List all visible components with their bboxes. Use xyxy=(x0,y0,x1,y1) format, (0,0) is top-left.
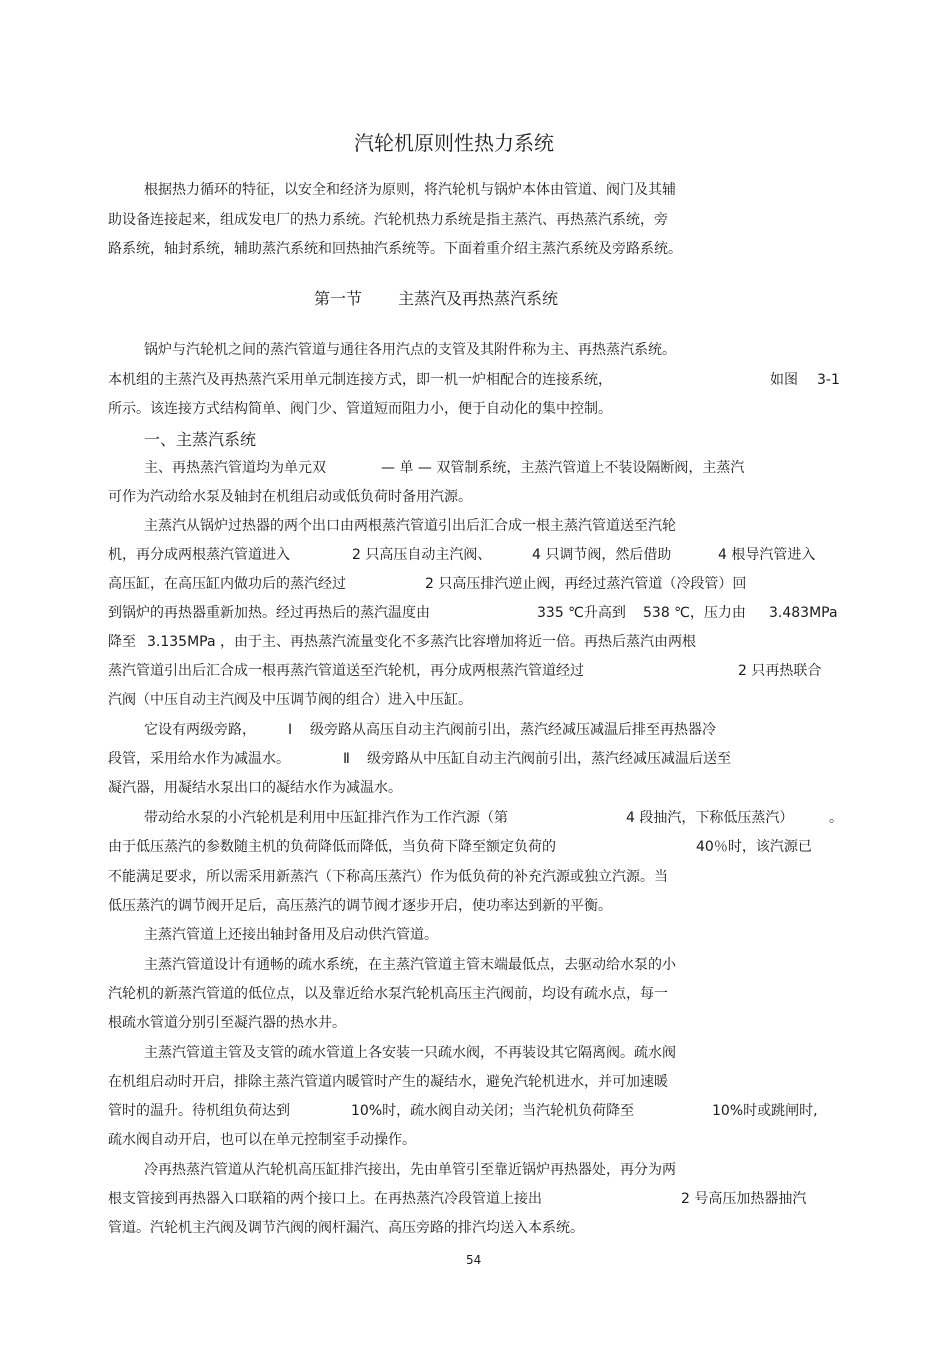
p2-line-3a: 高压缸，在高压缸内做功后的蒸汽经过 xyxy=(108,576,346,592)
subsection-heading: 一、主蒸汽系统 xyxy=(144,430,257,449)
p2-line-6a: 蒸汽管道引出后汇合成一根再蒸汽管道送至汽轮机，再分成两根蒸汽管道经过 xyxy=(108,663,584,679)
p2-line-4a: 到锅炉的再热器重新加热。经过再热后的蒸汽温度由 xyxy=(108,605,430,621)
intro-line-1: 根据热力循环的特征，以安全和经济为原则，将汽轮机与锅炉本体由管道、阀门及其辅 xyxy=(144,182,676,198)
p5-line-1: 主蒸汽管道上还接出轴封备用及启动供汽管道。 xyxy=(144,927,438,943)
p2-line-5b: 3.135MPa ，由于主、再热蒸汽流量变化不多蒸汽比容增加将近一倍。再热后蒸汽由两根 xyxy=(147,634,696,650)
p4-line-2a: 由于低压蒸汽的参数随主机的负荷降低而降低，当负荷下降至额定负荷的 xyxy=(108,839,556,855)
p6-line-3: 根疏水管道分别引至凝汽器的热水井。 xyxy=(108,1015,346,1031)
p7-line-3b: 10%时，疏水阀自动关闭；当汽轮机负荷降至 xyxy=(351,1103,635,1119)
p1-line-1b: — 单 — 双管制系统，主蒸汽管道上不装设隔断阀，主蒸汽 xyxy=(381,460,745,476)
p3-line-2b: Ⅱ xyxy=(343,751,350,767)
document-title: 汽轮机原则性热力系统 xyxy=(354,131,554,155)
s1-line-2: 本机组的主蒸汽及再热蒸汽采用单元制连接方式，即一机一炉相配合的连接系统， xyxy=(108,372,612,388)
s1-figure-ref-number: 3-1 xyxy=(817,372,840,388)
p6-line-2: 汽轮机的新蒸汽管道的低位点，以及靠近给水泵汽轮机高压主汽阀前，均设有疏水点，每一 xyxy=(108,986,668,1002)
page-number: 54 xyxy=(466,1253,482,1267)
s1-line-1: 锅炉与汽轮机之间的蒸汽管道与通往各用汽点的支管及其附件称为主、再热蒸汽系统。 xyxy=(144,342,676,358)
p8-line-1: 冷再热蒸汽管道从汽轮机高压缸排汽接出，先由单管引至靠近锅炉再热器处，再分为两 xyxy=(144,1162,676,1178)
p2-line-4c: 538 ℃，压力由 xyxy=(643,605,746,621)
intro-line-3: 路系统，轴封系统，辅助蒸汽系统和回热抽汽系统等。下面着重介绍主蒸汽系统及旁路系统。 xyxy=(108,241,682,257)
p2-line-3b: 2 只高压排汽逆止阀，再经过蒸汽管道（冷段管）回 xyxy=(425,576,747,592)
p2-line-6b: 2 只再热联合 xyxy=(738,663,822,679)
p2-line-1: 主蒸汽从锅炉过热器的两个出口由两根蒸汽管道引出后汇合成一根主蒸汽管道送至汽轮 xyxy=(144,518,676,534)
p8-line-2b: 2 号高压加热器抽汽 xyxy=(681,1191,807,1207)
p2-line-2d: 4 根导汽管进入 xyxy=(718,547,816,563)
p6-line-1: 主蒸汽管道设计有通畅的疏水系统，在主蒸汽管道主管末端最低点，去驱动给水泵的小 xyxy=(144,957,676,973)
s1-figure-ref-word: 如图 xyxy=(770,372,798,388)
p8-line-2a: 根支管接到再热器入口联箱的两个接口上。在再热蒸汽冷段管道上接出 xyxy=(108,1191,542,1207)
p7-line-3a: 管时的温升。待机组负荷达到 xyxy=(108,1103,290,1119)
p2-line-4d: 3.483MPa xyxy=(769,605,838,621)
p2-line-2c: 4 只调节阀，然后借助 xyxy=(532,547,672,563)
p2-line-2b: 2 只高压自动主汽阀、 xyxy=(352,547,492,563)
p4-line-1a: 带动给水泵的小汽轮机是利用中压缸排汽作为工作汽源（第 xyxy=(144,810,508,826)
intro-line-2: 助设备连接起来，组成发电厂的热力系统。汽轮机热力系统是指主蒸汽、再热蒸汽系统，旁 xyxy=(108,212,668,228)
p7-line-2: 在机组启动时开启，排除主蒸汽管道内暖管时产生的凝结水，避免汽轮机进水，并可加速暖 xyxy=(108,1074,668,1090)
p4-line-1c: 。 xyxy=(829,810,843,826)
p1-line-2: 可作为汽动给水泵及轴封在机组启动或低负荷时备用汽源。 xyxy=(108,489,472,505)
p2-line-7: 汽阀（中压自动主汽阀及中压调节阀的组合）进入中压缸。 xyxy=(108,692,472,708)
s1-line-3: 所示。该连接方式结构简单、阀门少、管道短而阻力小，便于自动化的集中控制。 xyxy=(108,401,612,417)
p3-line-1a: 它设有两级旁路， xyxy=(144,722,256,738)
p4-line-1b: 4 段抽汽，下称低压蒸汽） xyxy=(626,810,794,826)
p3-line-2a: 段管，采用给水作为减温水。 xyxy=(108,751,290,767)
p7-line-4: 疏水阀自动开启，也可以在单元控制室手动操作。 xyxy=(108,1132,416,1148)
p2-line-4b: 335 ℃升高到 xyxy=(537,605,626,621)
p8-line-3: 管道。汽轮机主汽阀及调节汽阀的阀杆漏汽、高压旁路的排汽均送入本系统。 xyxy=(108,1220,584,1236)
section-title: 主蒸汽及再热蒸汽系统 xyxy=(398,289,559,308)
p4-line-4: 低压蒸汽的调节阀开足后，高压蒸汽的调节阀才逐步开启，使功率达到新的平衡。 xyxy=(108,898,612,914)
p3-line-2c: 级旁路从中压缸自动主汽阀前引出，蒸汽经减压减温后送至 xyxy=(367,751,731,767)
p2-line-2a: 机，再分成两根蒸汽管道进入 xyxy=(108,547,290,563)
p3-line-3: 凝汽器，用凝结水泵出口的凝结水作为减温水。 xyxy=(108,780,402,796)
p7-line-1: 主蒸汽管道主管及支管的疏水管道上各安装一只疏水阀，不再装设其它隔离阀。疏水阀 xyxy=(144,1045,676,1061)
p7-line-3c: 10%时或跳闸时, xyxy=(712,1103,818,1119)
p2-line-5a: 降至 xyxy=(108,634,136,650)
p4-line-3: 不能满足要求，所以需采用新蒸汽（下称高压蒸汽）作为低负荷的补充汽源或独立汽源。当 xyxy=(108,869,668,885)
p1-line-1a: 主、再热蒸汽管道均为单元双 xyxy=(144,460,326,476)
p3-line-1c: 级旁路从高压自动主汽阀前引出，蒸汽经减压减温后排至再热器冷 xyxy=(310,722,716,738)
p4-line-2b: 40％时，该汽源已 xyxy=(696,839,812,855)
p3-line-1b: Ⅰ xyxy=(288,722,293,738)
section-number: 第一节 xyxy=(314,289,363,308)
